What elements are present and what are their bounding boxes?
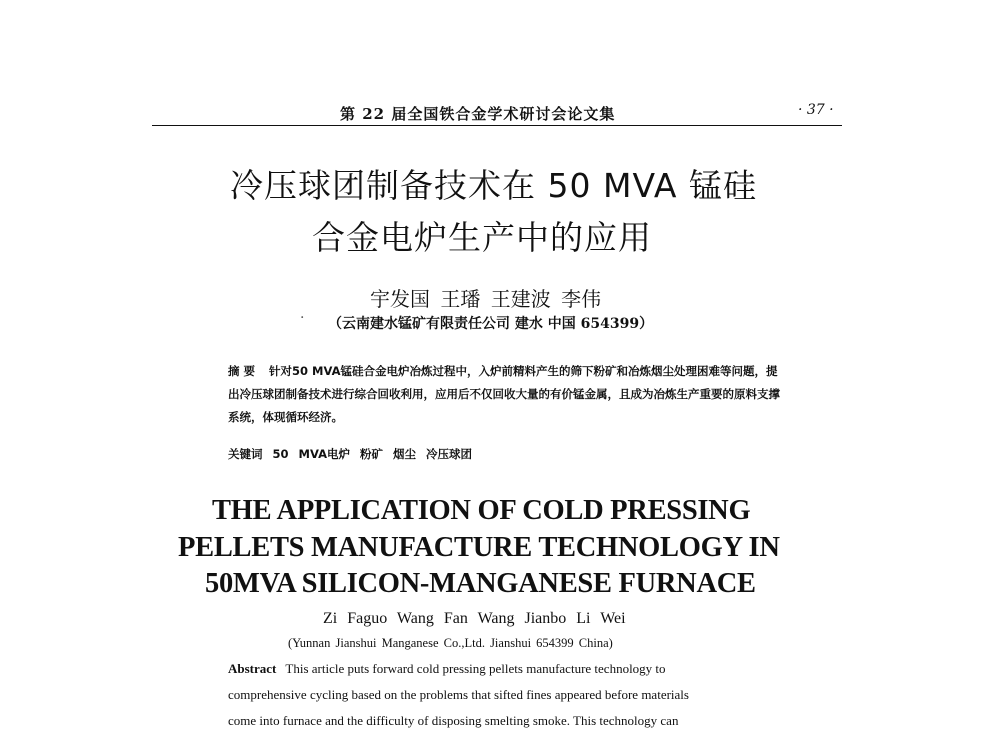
english-abstract-line-2: comprehensive cycling based on the problems that sifted fines appeared before materials <box>228 687 689 702</box>
english-title-line-3: 50MVA SILICON-MANGANESE FURNACE <box>205 568 756 599</box>
chinese-abstract-label: 摘 要 <box>228 364 256 378</box>
chinese-affiliation: （云南建水锰矿有限责任公司 建水 中国 654399） <box>328 316 654 332</box>
header-rule <box>152 125 842 126</box>
chinese-keywords-label: 关键词 <box>228 447 263 461</box>
chinese-abstract <box>228 360 788 429</box>
english-abstract <box>228 656 768 734</box>
english-affiliation: (Yunnan Jianshui Manganese Co.,Ltd. Jianshui 654399 China) <box>288 636 613 650</box>
chinese-authors: 宇发国 王璠 王建波 李伟 <box>370 287 602 311</box>
english-abstract-label: Abstract <box>228 661 277 676</box>
english-authors: Zi Faguo Wang Fan Wang Jianbo Li Wei <box>323 610 626 627</box>
chinese-title-line-1: 冷压球团制备技术在 50 MVA 锰硅 <box>230 166 757 205</box>
scan-speck: · <box>300 310 305 326</box>
english-abstract-line-3: come into furnace and the difficulty of disposing smelting smoke. This technology can <box>228 713 679 728</box>
chinese-keywords <box>228 446 472 462</box>
chinese-keywords-text: 50 MVA电炉 粉矿 烟尘 冷压球团 <box>272 447 472 461</box>
english-abstract-line-1 <box>228 656 768 682</box>
page-number: · 37 · <box>798 102 834 118</box>
chinese-title-line-2: 合金电炉生产中的应用 <box>312 218 652 257</box>
english-title-line-1: THE APPLICATION OF COLD PRESSING <box>212 495 751 526</box>
english-title-line-2: PELLETS MANUFACTURE TECHNOLOGY IN <box>178 532 780 563</box>
english-abstract-text-1: This article puts forward cold pressing pellets manufacture technology to <box>285 661 666 676</box>
chinese-abstract-text: 针对50 MVA锰硅合金电炉冶炼过程中，入炉前精料产生的筛下粉矿和冶炼烟尘处理困难等问题，提出冷压球团制备技术进行综合回收利用，应用后不仅回收大量的有价锰金属，且成为冶炼生产重要的原料支撑系统，体现循环经济。 <box>228 364 780 424</box>
running-head: 第 22 届全国铁合金学术研讨会论文集 <box>340 105 616 123</box>
